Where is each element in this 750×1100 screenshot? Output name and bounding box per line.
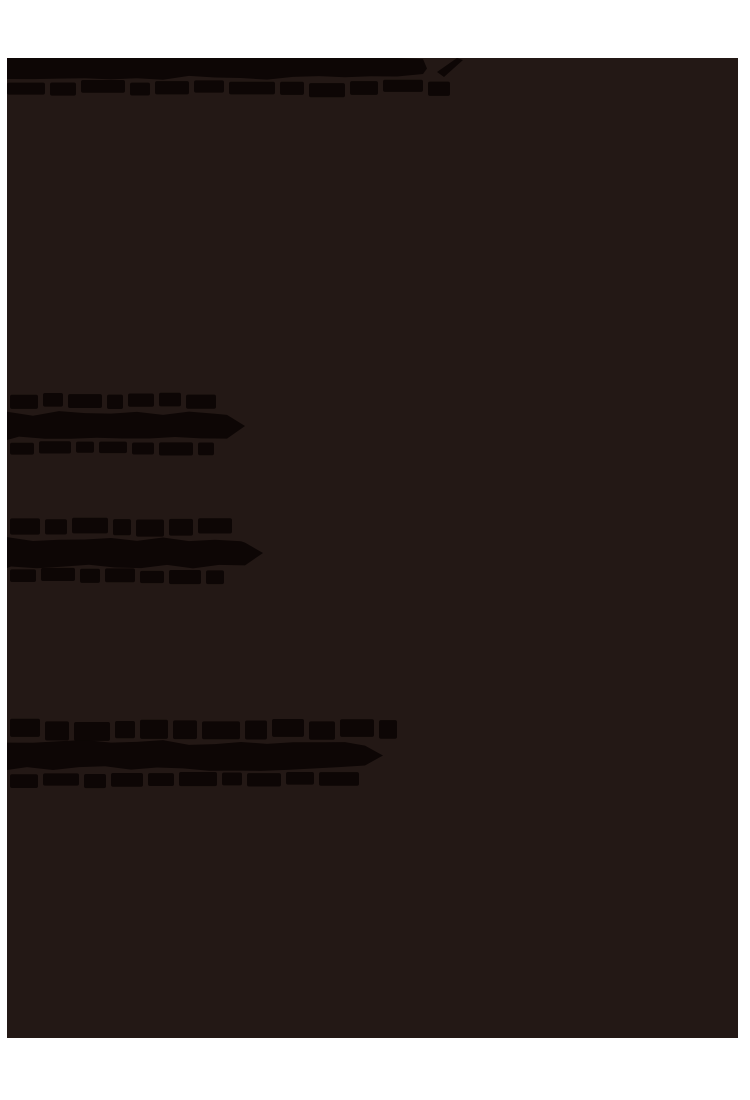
word-blob [10, 443, 34, 455]
word-blob [128, 394, 154, 407]
section1-text-line-top [10, 393, 216, 409]
word-blob [113, 519, 131, 535]
word-blob [132, 442, 154, 454]
word-blob [383, 80, 423, 92]
word-blob [245, 721, 267, 740]
word-blob [159, 393, 181, 407]
section3-text-line-bottom [10, 772, 359, 788]
word-blob [7, 83, 45, 95]
word-blob [272, 719, 304, 737]
word-blob [286, 772, 314, 785]
word-blob [140, 571, 164, 583]
word-blob [280, 82, 304, 95]
word-blob [428, 82, 450, 96]
word-blob [202, 721, 240, 739]
word-blob [173, 720, 197, 739]
word-blob [148, 773, 174, 786]
section1-highlight-bar [7, 411, 245, 440]
word-blob [43, 773, 79, 785]
word-blob [247, 773, 281, 786]
word-blob [10, 774, 38, 788]
document-page [7, 58, 738, 1038]
word-blob [41, 568, 75, 581]
word-blob [340, 719, 374, 737]
word-blob [10, 719, 40, 737]
word-blob [136, 520, 164, 537]
section3-highlight-bar [7, 740, 383, 771]
word-blob [81, 80, 125, 93]
word-blob [309, 721, 335, 739]
word-blob [350, 81, 378, 95]
section2-text-line-bottom [10, 568, 224, 584]
word-blob [194, 80, 224, 92]
section2-highlight-bar [7, 537, 263, 568]
ink-layer [7, 58, 738, 1038]
word-blob [74, 722, 110, 741]
word-blob [155, 81, 189, 94]
word-blob [39, 441, 71, 453]
word-blob [130, 83, 150, 96]
word-blob [222, 773, 242, 786]
word-blob [140, 720, 168, 739]
word-blob [115, 721, 135, 738]
word-blob [198, 442, 214, 455]
word-blob [99, 442, 127, 454]
word-blob [319, 772, 359, 786]
word-blob [10, 395, 38, 409]
word-blob [198, 518, 232, 533]
word-blob [169, 570, 201, 584]
word-blob [105, 568, 135, 582]
word-blob [309, 83, 345, 97]
word-blob [50, 82, 76, 95]
word-blob [229, 82, 275, 95]
section1-text-line-bottom [10, 441, 214, 455]
section2-text-line-top [10, 518, 232, 537]
title-subtext-line [7, 80, 450, 98]
word-blob [159, 442, 193, 455]
word-blob [111, 773, 143, 787]
section3-text-line-top [10, 719, 397, 741]
word-blob [68, 394, 102, 408]
title-swash [437, 58, 463, 77]
word-blob [179, 772, 217, 786]
word-blob [45, 519, 67, 534]
word-blob [45, 721, 69, 740]
word-blob [107, 395, 123, 409]
title-heading-bar [7, 58, 427, 80]
word-blob [10, 569, 36, 582]
word-blob [186, 395, 216, 409]
word-blob [206, 570, 224, 584]
word-blob [80, 569, 100, 583]
word-blob [169, 519, 193, 536]
word-blob [76, 442, 94, 453]
word-blob [84, 774, 106, 788]
word-blob [43, 393, 63, 407]
word-blob [72, 518, 108, 534]
word-blob [10, 518, 40, 534]
word-blob [379, 720, 397, 739]
